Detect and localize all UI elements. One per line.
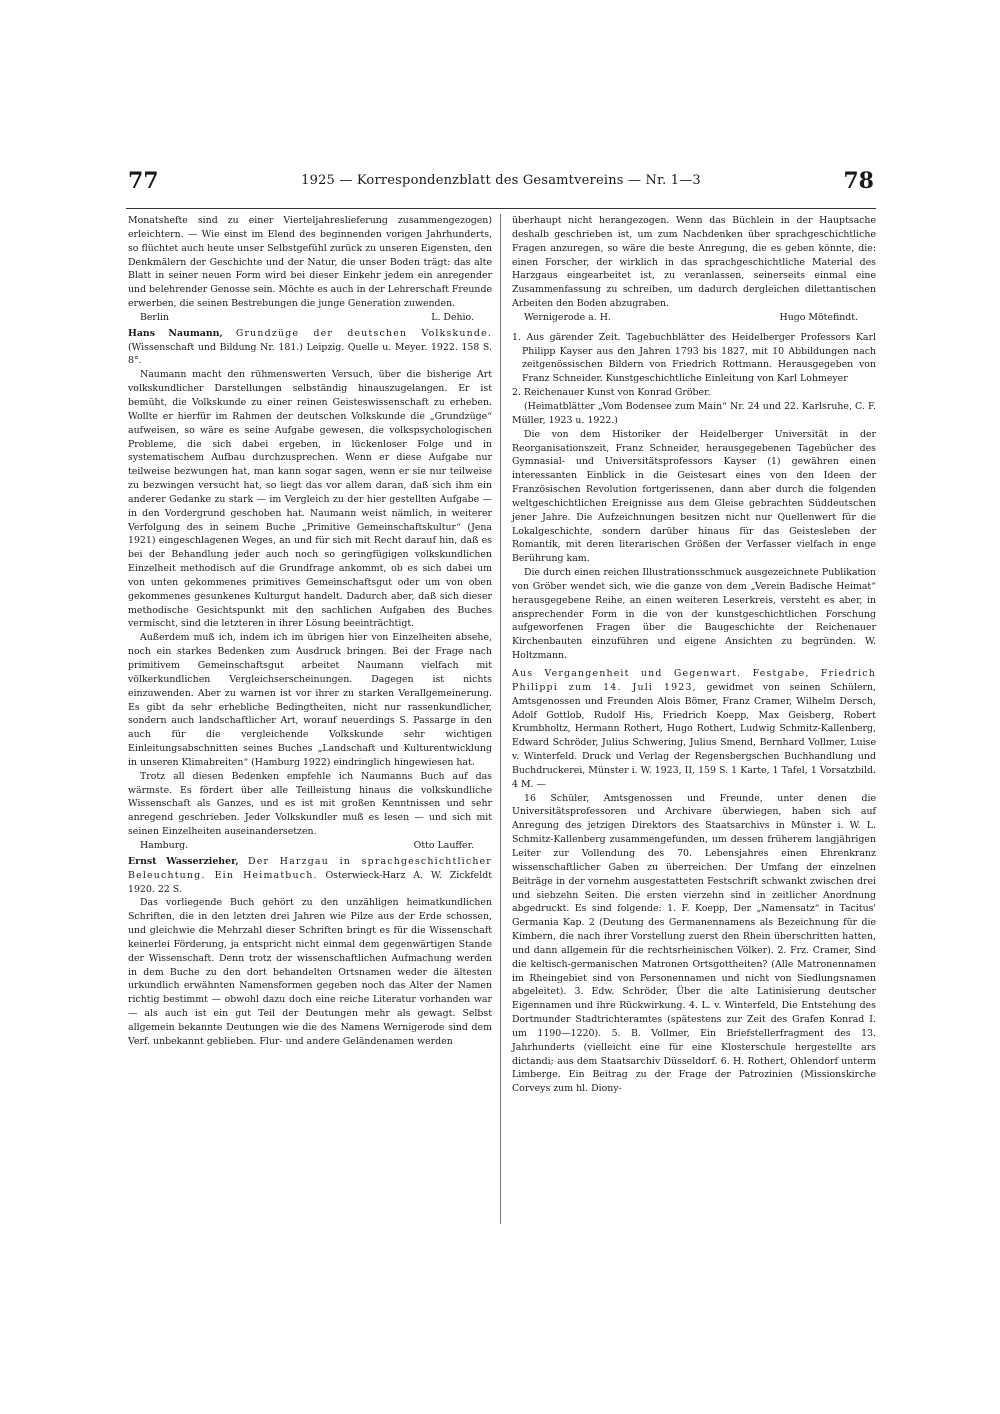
- signature: [512, 311, 876, 325]
- entry-publication: Osterwieck-Harz A. W. Zickfeldt 1920. 22 S.: [128, 869, 492, 895]
- entry-author: Ernst Wasserzieher,: [128, 855, 239, 867]
- entry-title: Der Harzgau in sprachgeschichtlicher Beleuchtung. Ein Heimatbuch.: [128, 855, 492, 881]
- review-entry-heading: [128, 855, 492, 897]
- signature: [128, 311, 492, 325]
- signature-name: Hugo Mötefindt.: [779, 311, 858, 323]
- page-header: [128, 168, 874, 196]
- signature-name: L. Dehio.: [431, 311, 474, 323]
- list-item: 2. Reichenauer Kunst von Konrad Gröber.: [512, 387, 711, 399]
- signature-place: Hamburg.: [140, 839, 189, 851]
- paragraph: Trotz all diesen Bedenken empfehle ich Naumanns Buch auf das wärmste. Es fördert über alle Teilleistung hinaus die volkskundliche Wissenschaft als Ganzes, und es ist mit großen Kenntnissen und sehr anregend geschrieben. Jeder Volkskundler muß es lesen — und sich mit seinen Einzelheiten auseinandersetzen.: [128, 770, 492, 838]
- running-title: 1925 — Korrespondenzblatt des Gesamtvereins — Nr. 1—3: [301, 173, 701, 188]
- signature-place: Wernigerode a. H.: [524, 311, 611, 323]
- paragraph: Außerdem muß ich, indem ich im übrigen hier von Einzelheiten absehe, noch ein starkes Bedenken zum Ausdruck bringen. Bei der Frage nach primitivem Gemeinschaftsgut arbeitet Naumann vielfach mit völkerkundlichen Vergleichserscheinungen. Dagegen ist nichts einzuwenden. Aber zu warnen ist vor ihrer zu starken Verallgemeinerung. Es gibt da sehr erhebliche Bedingtheiten, nicht nur rassenkundlicher, sondern auch landschaftlicher Art, worauf neuerdings S. Passarge in den auch für die vergleichende Volkskunde sehr wichtigen Einleitungsabschnitten seines Buches „Landschaft und Kulturentwicklung in unseren Klimabreiten“ (Hamburg 1922) eindringlich hingewiesen hat.: [128, 632, 492, 768]
- entry-publication: gewidmet von seinen Schülern, Amtsgenossen und Freunden Alois Bömer, Franz Cramer, Wilhelm Dersch, Adolf Gottlob, Rudolf His, Friedrich Koepp, Max Geisberg, Robert Krumbholtz, Hermann Rothert, Hugo Rothert, Ludwig Schmitz-Kallenberg, Edward Schröder, Julius Schwering, Julius Smend, Bernhard Vollmer, Luise v. Winterfeld. Druck und Verlag der Regensbergschen Buchhandlung und Buchdruckerei, Münster i. W. 1923, II, 159 S. 1 Karte, 1 Tafel, 1 Vorsatzbild. 4 M. —: [512, 681, 876, 790]
- page-number-right: 78: [843, 168, 874, 194]
- signature: [128, 839, 492, 853]
- list-item: 1. Aus gärender Zeit. Tagebuchblätter des Heidelberger Professors Karl Philipp Kayser aus den Jahren 1793 bis 1827, mit 10 Abbildungen nach zeitgenössischen Bildern von Friedrich Rottmann. Herausgegeben von Franz Schneider. Kunstgeschichtliche Einleitung von Karl Lohmeyer: [512, 331, 876, 385]
- page-number-left: 77: [128, 168, 159, 194]
- paragraph: 16 Schüler, Amtsgenossen und Freunde, unter denen die Universitätsprofessoren und Archivare überwiegen, haben sich auf Anregung des jetzigen Direktors des Staatsarchivs in Münster i. W. L. Schmitz-Kallenberg zusammengefunden, um dessen früherem langjährigen Leiter zur Vollendung des 70. Lebensjahres einen Ehrenkranz wissenschaftlicher Gaben zu überreichen. Der Umfang der einzelnen Beiträge in der vornehm ausgestatteten Festschrift schwankt zwischen drei und siebzehn Seiten. Die ersten vierzehn sind in zeitlicher Anordnung abgedruckt. Es sind folgende: 1. F. Koepp, Der „Namensatz“ in Tacitus' Germania Kap. 2 (Deutung des Germanennamens als Bezeichnung für die Kimbern, die nach ihrer Vorstellung zuerst den Rhein überschritten hatten, und dann allgemein für die rechtsrheinischen Völker). 2. Frz. Cramer, Sind die keltisch-germanischen Matronen Ortsgottheiten? (Alle Matronennamen im Rheingebiet sind von Personennamen und nicht von Siedlungsnamen abgeleitet). 3. Edw. Schröder, Über die alte Latinisierung deutscher Eigennamen und ihre Rückwirkung. 4. L. v. Winterfeld, Die Entstehung des Dortmunder Stadtrichteramtes (spätestens zur Zeit des Grafen Konrad I. um 1190—1220). 5. B. Vollmer, Ein Briefstellerfragment des 13. Jahrhunderts (vielleicht eine für eine Klosterschule hergestellte ars dictandi; aus dem Staatsarchiv Düsseldorf. 6. H. Rothert, Ohlendorf unterm Limberge. Ein Beitrag zu der Frage der Patrozinien (Missionskirche Corveys zum hl. Diony-: [512, 792, 876, 1095]
- review-entry-heading: [512, 667, 876, 792]
- left-column: [128, 214, 492, 1049]
- paragraph: [512, 566, 876, 663]
- signature-place: Berlin: [140, 311, 169, 323]
- entry-title: Aus Vergangenheit und Gegenwart. Festgabe, Friedrich Philippi zum 14. Juli 1923,: [512, 668, 876, 693]
- signature-name: W. Holtzmann.: [512, 636, 876, 662]
- entry-publication: (Wissenschaft und Bildung Nr. 181.) Leipzig. Quelle u. Meyer. 1922. 158 S. 8°.: [128, 341, 492, 367]
- review-entry-heading: [128, 327, 492, 369]
- paragraph-text: Die durch einen reichen Illustrationsschmuck ausgezeichnete Publikation von Gröber wendet sich, wie die ganze von dem „Verein Badische Heimat“ herausgegebene Reihe, an einen weiteren Leserkreis, versteht es aber, in ansprechender Form in die von der kunstgeschichtlichen Forschung aufgeworfenen Fragen über die Baugeschichte der Reichenauer Kirchenbauten einzuführen und eigene Ansichten zu begründen.: [512, 567, 876, 648]
- signature-name: Otto Lauffer.: [413, 839, 474, 851]
- column-divider: [500, 214, 501, 1224]
- paragraph: Naumann macht den rühmenswerten Versuch, über die bisherige Art volkskundlicher Darstellungen selbständig hinauszugelangen. Er ist bemüht, die Volkskunde zu einer reinen Geisteswissenschaft zu erheben. Wollte er hierfür im Rahmen der deutschen Volkskunde die „Grundzüge“ aufweisen, so wäre es seine Aufgabe gewesen, die volkspsychologischen Probleme, die sich dabei ergeben, in lückenloser Folge und in systematischem Aufbau durchzusprechen. Wenn er diese Aufgabe nur teilweise bezwungen hat, man kann sogar sagen, wenn er sie nur teilweise zu bezwingen versucht hat, so liegt das vor allem daran, daß sich ihm ein anderer Gedanke zu stark — im Vergleich zu der hier gestellten Aufgabe — in den Vordergrund geschoben hat. Naumann weist nämlich, in weiterer Verfolgung des in seinem Buche „Primitive Gemeinschaftskultur“ (Jena 1921) eingeschlagenen Weges, an und für sich mit Recht darauf hin, daß es bei der Behandlung jeder auch noch so geringfügigen volkskundlichen Einzelheit methodisch auf die Grundfrage ankommt, ob es sich dabei um von unten gekommenes primitives Gemeinschaftsgut oder um von oben gekommenes gesunkenes Kulturgut handelt. Dadurch aber, daß sich dieser methodische Gesichtspunkt mit den sachlichen Aufgaben des Buches vermischt, sind die letzteren in ihrer Lösung beeinträchtigt.: [128, 369, 492, 630]
- entry-title: Grundzüge der deutschen Volkskunde.: [235, 327, 492, 339]
- paragraph: Monatshefte sind zu einer Vierteljahreslieferung zusammengezogen) erleichtern. — Wie einst im Elend des beginnenden vorigen Jahrhunderts, so flüchtet auch heute unser Selbstgefühl zurück zu unseren Eigensten, den Denkmälern der Geschichte und der Natur, die unser Boden trägt: das alte Blatt in seiner neuen Form wird bei dieser Einkehr jedem ein anregender und belehrender Genosse sein. Möchte es auch in der Lehrerschaft Freunde erwerben, die seinen Bestrebungen die junge Generation zuwenden.: [128, 215, 492, 310]
- paragraph: überhaupt nicht herangezogen. Wenn das Büchlein in der Hauptsache deshalb geschrieben ist, um zum Nachdenken über sprachgeschichtliche Fragen anzuregen, so wäre die beste Anregung, die es geben könnte, die: einen Forscher, der wirklich in das sprachgeschichtliche Material des Harzgaus eingearbeitet ist, zu veranlassen, seinerseits einmal eine Zusammenfassung zu schreiben, um dadurch dergleichen dilettantischen Arbeiten den Boden abzugraben.: [512, 215, 876, 310]
- header-rule: [126, 208, 876, 209]
- paragraph: (Heimatblätter „Vom Bodensee zum Main“ Nr. 24 und 22. Karlsruhe, C. F. Müller, 1923 u. 1922.): [512, 400, 876, 426]
- entry-author: Hans Naumann,: [128, 327, 223, 339]
- paragraph: Das vorliegende Buch gehört zu den unzähligen heimatkundlichen Schriften, die in den letzten drei Jahren wie Pilze aus der Erde schossen, und gleichwie die Mehrzahl dieser Schriften bringt es für die Wissenschaft keinerlei Förderung, ja entspricht nicht einmal dem gegenwärtigen Stande der Wissenschaft. Denn trotz der wissenschaftlichen Aufmachung werden in dem Buche zu den dort behandelten Ortsnamen weder die ältesten urkundlich erwähnten Namensformen gegeben noch das Alter der Namen richtig bestimmt — obwohl dazu doch eine reiche Literatur vorhanden war — als auch ist ein gut Teil der Deutungen mehr als gewagt. Selbst allgemein bekannte Deutungen wie die des Namens Wernigerode sind dem Verf. unbekannt geblieben. Flur- und andere Geländenamen werden: [128, 897, 492, 1047]
- right-column: [512, 214, 876, 1096]
- paragraph: Die von dem Historiker der Heidelberger Universität in der Reorganisationszeit, Franz Schneider, herausgegebenen Tagebücher des Gymnasial- und Universitätsprofessors Kayser (1) gewähren einen interessanten Einblick in die Geistesart eines von den Ideen der Französischen Revolution fortgerissenen, dann aber durch die folgenden weltgeschichtlichen Ereignisse aus dem Gleise gebrachten Süddeutschen jener Jahre. Die Aufzeichnungen besitzen nicht nur Quellenwert für die Lokalgeschichte, sondern darüber hinaus für das Geistesleben der Romantik, mit deren literarischen Größen der Verfasser vielfach in enge Berührung kam.: [512, 428, 876, 565]
